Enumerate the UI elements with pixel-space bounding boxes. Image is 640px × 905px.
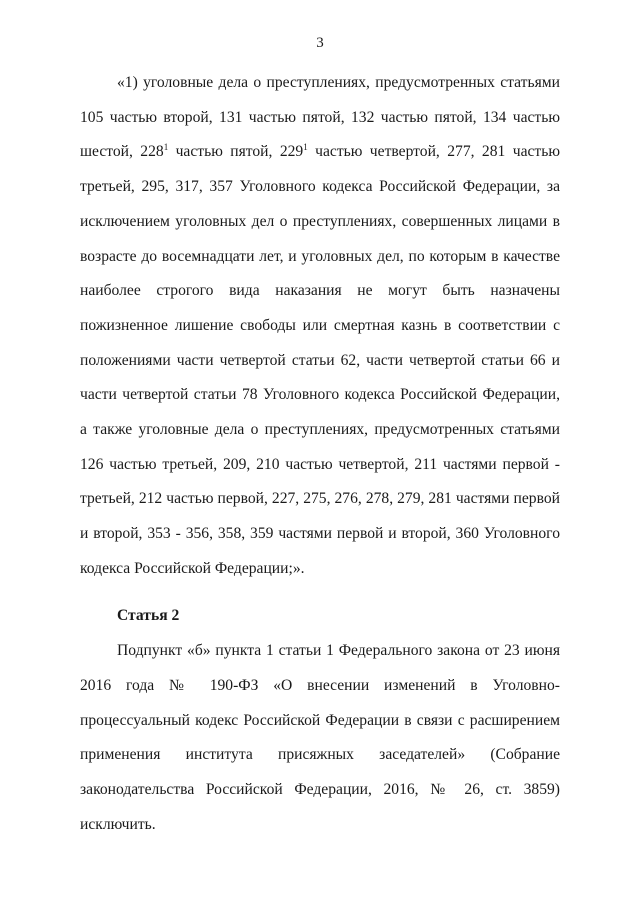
document-body (80, 66, 560, 842)
amendment-text-part-3: частью четвертой, 277, 281 частью третьей, 295, 317, 357 Уголовного кодекса Российской Федерации, за исключением уголовных дел о преступлениях, совершенных лицами в возрасте до восемнадцати лет, и уголовных дел, по которым в качестве наиболее строгого вида наказания не могут быть назначены пожизненное лишение свободы или смертная казнь в соответствии с положениями части четвертой статьи 62, части четвертой статьи 66 и части четвертой статьи 78 Уголовного кодекса Российской Федерации, а также уголовные дела о преступлениях, предусмотренных статьями 126 частью третьей, 209, 210 частью четвертой, 211 частями первой - третьей, 212 частью первой, 227, 275, 276, 278, 279, 281 частями первой и второй, 353 - 356, 358, 359 частями первой и второй, 360 Уголовного кодекса Российской Федерации;». (80, 143, 560, 577)
amendment-text-part-2: частью пятой, 229 (168, 143, 304, 161)
article-2-heading: Статья 2 (117, 606, 180, 624)
amendment-paragraph (80, 66, 560, 587)
superscript-2: 1 (303, 142, 308, 153)
article-2-text: Подпункт «б» пункта 1 статьи 1 Федерального закона от 23 июня 2016 года № 190-ФЗ «О внесении изменений в Уголовно-процессуальный кодекс Российской Федерации в связи с расширением применения института присяжных заседателей» (Собрание законодательства Российской Федерации, 2016, № 26, ст. 3859) исключить. (80, 642, 560, 833)
amendment-text-part-1: «1) уголовные дела о преступлениях, предусмотренных статьями 105 частью второй, 131 частью пятой, 132 частью пятой, 134 частью шестой, 228 (80, 74, 560, 161)
superscript-1: 1 (163, 142, 169, 153)
page-number: 3 (316, 35, 324, 51)
